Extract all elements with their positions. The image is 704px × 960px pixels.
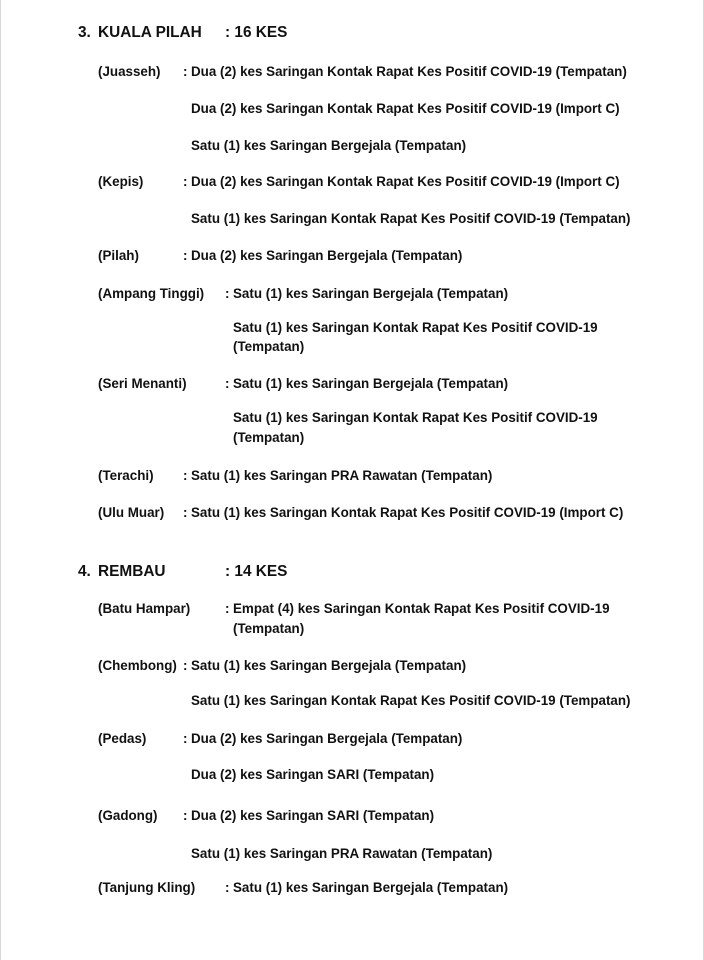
area-label: (Gadong) — [98, 808, 158, 823]
section-total: : 14 KES — [225, 563, 288, 580]
section-title: KUALA PILAH — [98, 24, 202, 41]
area-label: (Chembong) — [98, 658, 177, 673]
area-colon: : — [225, 880, 230, 895]
case-line: (Tempatan) — [233, 339, 305, 354]
case-line: Dua (2) kes Saringan SARI (Tempatan) — [191, 767, 435, 782]
case-line: Satu (1) kes Saringan Kontak Rapat Kes Positif COVID-19 (Tempatan) — [191, 693, 631, 708]
area-colon: : — [183, 468, 188, 483]
area-colon: : — [183, 731, 188, 746]
section-title: REMBAU — [98, 563, 166, 580]
area-label: (Seri Menanti) — [98, 376, 187, 391]
area-colon: : — [225, 286, 230, 301]
case-line: (Tempatan) — [233, 621, 305, 636]
section-number: 4. — [78, 563, 91, 580]
case-line: Satu (1) kes Saringan Bergejala (Tempatan) — [233, 376, 509, 391]
area-label: (Ulu Muar) — [98, 505, 165, 520]
case-line: (Tempatan) — [233, 430, 305, 445]
area-label: (Pilah) — [98, 248, 139, 263]
area-colon: : — [183, 248, 188, 263]
section-total: : 16 KES — [225, 24, 288, 41]
area-colon: : — [183, 808, 188, 823]
case-line: Dua (2) kes Saringan Bergejala (Tempatan) — [191, 731, 463, 746]
case-line: Dua (2) kes Saringan Kontak Rapat Kes Positif COVID-19 (Import C) — [191, 174, 620, 189]
area-label: (Kepis) — [98, 174, 144, 189]
case-line: Satu (1) kes Saringan Bergejala (Tempatan) — [233, 286, 509, 301]
area-label: (Pedas) — [98, 731, 147, 746]
case-line: Satu (1) kes Saringan Bergejala (Tempatan) — [233, 880, 509, 895]
case-line: Satu (1) kes Saringan Kontak Rapat Kes Positif COVID-19 (Tempatan) — [191, 211, 631, 226]
area-label: (Batu Hampar) — [98, 601, 191, 616]
case-line: Satu (1) kes Saringan Bergejala (Tempatan) — [191, 138, 467, 153]
area-label: (Tanjung Kling) — [98, 880, 196, 895]
case-line: Dua (2) kes Saringan Kontak Rapat Kes Positif COVID-19 (Import C) — [191, 101, 620, 116]
case-line: Satu (1) kes Saringan PRA Rawatan (Tempatan) — [191, 846, 493, 861]
case-line: Dua (2) kes Saringan Kontak Rapat Kes Positif COVID-19 (Tempatan) — [191, 64, 627, 79]
area-colon: : — [183, 64, 188, 79]
area-colon: : — [225, 376, 230, 391]
area-label: (Ampang Tinggi) — [98, 286, 205, 301]
case-line: Dua (2) kes Saringan SARI (Tempatan) — [191, 808, 435, 823]
area-colon: : — [183, 174, 188, 189]
area-colon: : — [225, 601, 230, 616]
case-line: Empat (4) kes Saringan Kontak Rapat Kes Positif COVID-19 — [233, 601, 610, 616]
area-colon: : — [183, 658, 188, 673]
area-label: (Terachi) — [98, 468, 154, 483]
case-line: Satu (1) kes Saringan Kontak Rapat Kes Positif COVID-19 — [233, 410, 598, 425]
section-number: 3. — [78, 24, 91, 41]
case-line: Satu (1) kes Saringan Bergejala (Tempatan) — [191, 658, 467, 673]
case-line: Satu (1) kes Saringan Kontak Rapat Kes Positif COVID-19 — [233, 320, 598, 335]
area-colon: : — [183, 505, 188, 520]
case-line: Satu (1) kes Saringan Kontak Rapat Kes Positif COVID-19 (Import C) — [191, 505, 624, 520]
case-line: Dua (2) kes Saringan Bergejala (Tempatan) — [191, 248, 463, 263]
area-label: (Juasseh) — [98, 64, 161, 79]
case-line: Satu (1) kes Saringan PRA Rawatan (Tempatan) — [191, 468, 493, 483]
